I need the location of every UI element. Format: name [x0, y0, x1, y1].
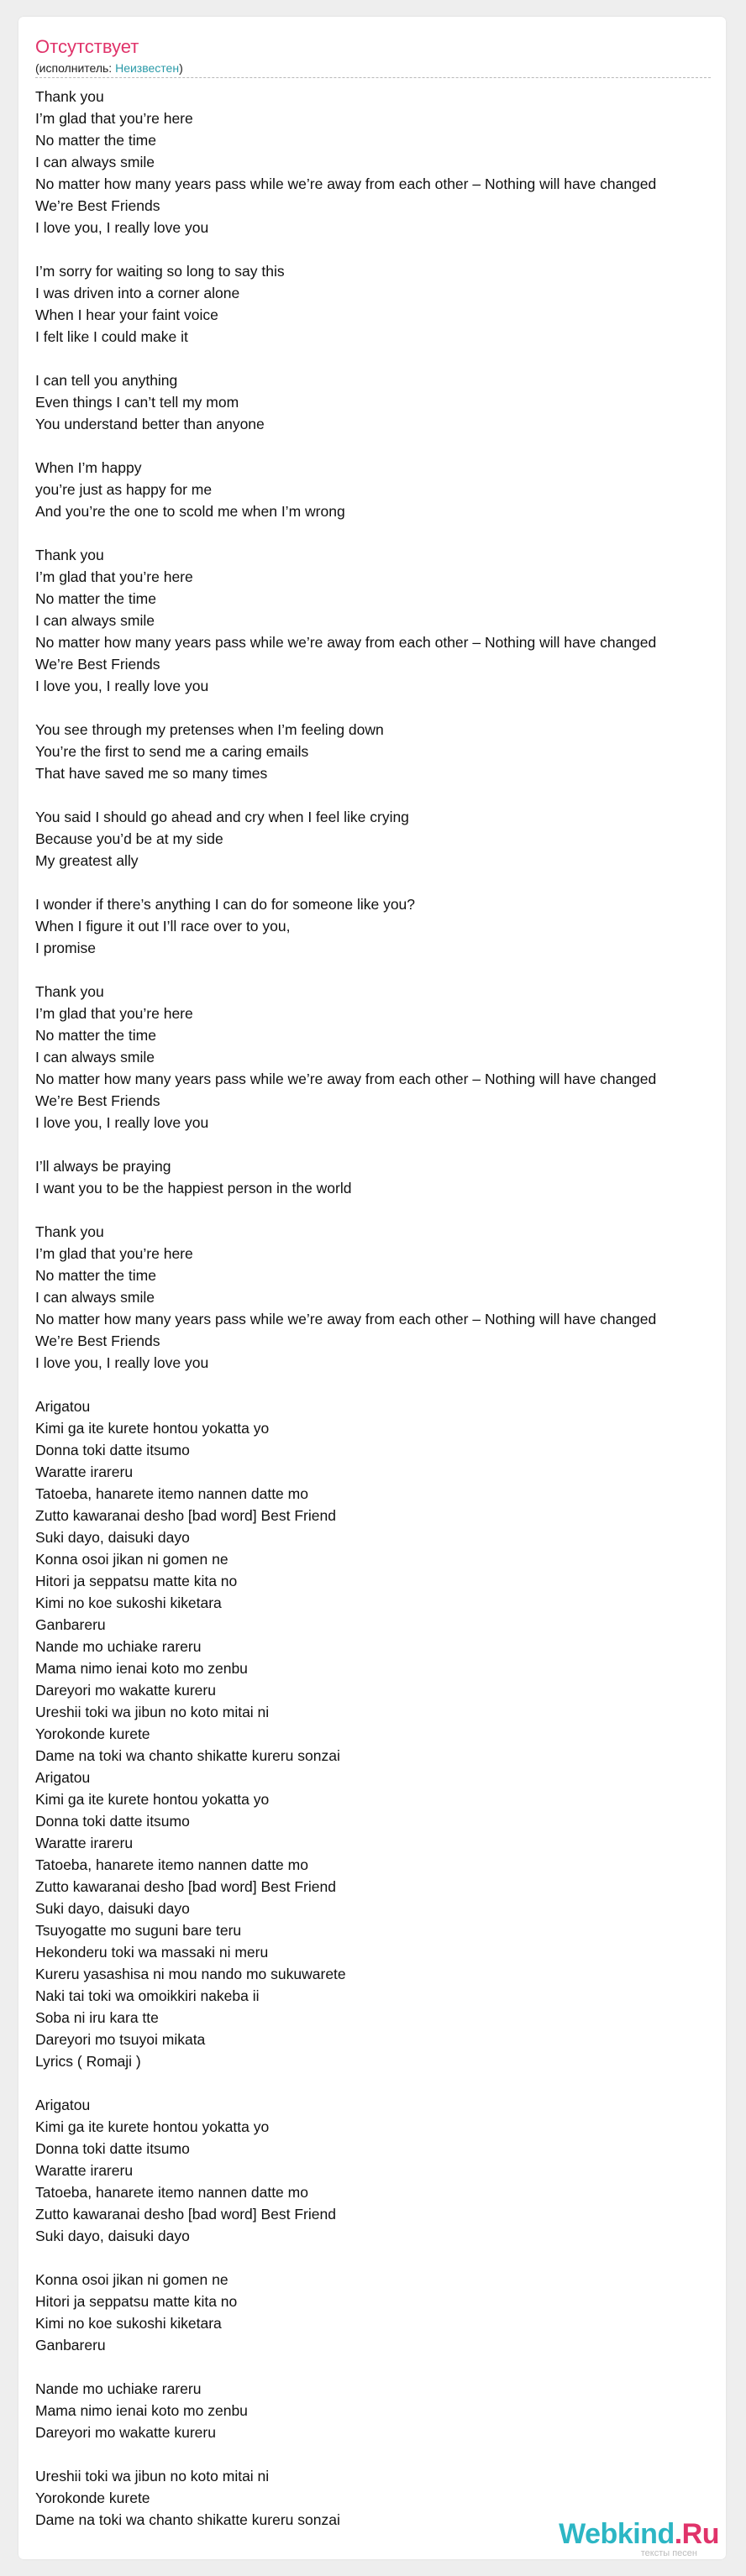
- lyric-line: No matter the time: [35, 1267, 156, 1284]
- lyric-line: We’re Best Friends: [35, 197, 160, 214]
- lyric-line: Donna toki datte itsumo: [35, 1813, 190, 1830]
- lyrics-text: [35, 86, 726, 2531]
- lyric-line: Dame na toki wa chanto shikatte kureru sonzai: [35, 2511, 340, 2528]
- lyric-line: Naki tai toki wa omoikkiri nakeba ii: [35, 1987, 260, 2004]
- lyric-line: I’m glad that you’re here: [35, 110, 193, 127]
- lyric-line: I’m sorry for waiting so long to say this: [35, 263, 285, 280]
- lyric-line: No matter how many years pass while we’re away from each other – Nothing will have changed: [35, 634, 657, 651]
- lyric-line: I love you, I really love you: [35, 678, 209, 694]
- lyric-line: No matter how many years pass while we’re away from each other – Nothing will have changed: [35, 1071, 657, 1087]
- logo-wordmark: [559, 2517, 719, 2551]
- lyric-line: Dame na toki wa chanto shikatte kureru sonzai: [35, 1747, 340, 1764]
- lyric-line: Yorokonde kurete: [35, 1725, 150, 1742]
- lyric-line: Suki dayo, daisuki dayo: [35, 1900, 190, 1917]
- artist-suffix: ): [179, 61, 183, 75]
- lyric-line: That have saved me so many times: [35, 765, 268, 782]
- lyric-line: Because you’d be at my side: [35, 830, 223, 847]
- artist-link[interactable]: Неизвестен: [115, 61, 180, 75]
- lyric-line: Konna osoi jikan ni gomen ne: [35, 2271, 229, 2288]
- logo-tld: .Ru: [674, 2518, 719, 2550]
- lyric-line: No matter the time: [35, 590, 156, 607]
- lyric-line: Hitori ja seppatsu matte kita no: [35, 2293, 238, 2310]
- lyric-line: Zutto kawaranai desho [bad word] Best Friend: [35, 2206, 336, 2223]
- stanza-break: [35, 784, 726, 806]
- lyric-line: Arigatou: [35, 1398, 91, 1415]
- lyric-line: Donna toki datte itsumo: [35, 1442, 190, 1458]
- lyric-line: Tatoeba, hanarete itemo nannen datte mo: [35, 1485, 308, 1502]
- lyric-line: Soba ni iru kara tte: [35, 2009, 159, 2026]
- lyric-line: Dareyori mo wakatte kureru: [35, 1682, 216, 1699]
- stanza-break: [35, 1374, 726, 1395]
- lyric-line: Kimi no koe sukoshi kiketara: [35, 2315, 222, 2332]
- lyric-line: I can always smile: [35, 612, 155, 629]
- lyric-line: We’re Best Friends: [35, 1092, 160, 1109]
- stanza-break: [35, 1134, 726, 1155]
- lyric-line: Thank you: [35, 1223, 104, 1240]
- lyric-line: Suki dayo, daisuki dayo: [35, 2228, 190, 2244]
- lyric-line: Waratte irareru: [35, 1835, 134, 1851]
- lyric-line: And you’re the one to scold me when I’m wrong: [35, 503, 345, 520]
- lyric-line: We’re Best Friends: [35, 1333, 160, 1349]
- lyric-line: You said I should go ahead and cry when I feel like crying: [35, 809, 409, 825]
- site-logo[interactable]: [551, 2517, 719, 2559]
- lyric-line: Dareyori mo wakatte kureru: [35, 2424, 216, 2441]
- lyric-line: Kimi ga ite kurete hontou yokatta yo: [35, 1420, 270, 1437]
- lyric-line: I’m glad that you’re here: [35, 568, 193, 585]
- lyric-line: When I hear your faint voice: [35, 306, 218, 323]
- lyric-line: Tsuyogatte mo suguni bare teru: [35, 1922, 242, 1939]
- lyric-line: Yorokonde kurete: [35, 2490, 150, 2506]
- lyric-line: I love you, I really love you: [35, 219, 209, 236]
- lyric-line: Zutto kawaranai desho [bad word] Best Friend: [35, 1878, 336, 1895]
- lyric-line: Lyrics ( Romaji ): [35, 2053, 141, 2070]
- lyric-line: Thank you: [35, 547, 104, 563]
- lyric-line: I felt like I could make it: [35, 328, 188, 345]
- lyric-line: No matter how many years pass while we’re away from each other – Nothing will have changed: [35, 175, 657, 192]
- lyric-line: You see through my pretenses when I’m feeling down: [35, 721, 384, 738]
- lyric-line: Kureru yasashisa ni mou nando mo sukuwarete: [35, 1966, 346, 1982]
- header-divider: [35, 77, 711, 78]
- lyric-line: I’ll always be praying: [35, 1158, 171, 1175]
- song-title: Отсутствует: [35, 36, 139, 57]
- stanza-break: [35, 2247, 726, 2269]
- lyric-line: Ganbareru: [35, 1616, 106, 1633]
- stanza-break: [35, 697, 726, 719]
- lyric-line: Kimi no koe sukoshi kiketara: [35, 1594, 222, 1611]
- logo-name: Webkind: [559, 2518, 675, 2550]
- lyric-line: No matter how many years pass while we’re away from each other – Nothing will have changed: [35, 1311, 657, 1327]
- lyric-line: We’re Best Friends: [35, 656, 160, 673]
- stanza-break: [35, 238, 726, 260]
- lyric-line: I was driven into a corner alone: [35, 285, 240, 301]
- logo-tagline: тексты песен: [640, 2548, 697, 2558]
- lyric-line: Dareyori mo tsuyoi mikata: [35, 2031, 206, 2048]
- lyric-line: Ganbareru: [35, 2337, 106, 2353]
- lyric-line: Kimi ga ite kurete hontou yokatta yo: [35, 2118, 270, 2135]
- lyric-line: Donna toki datte itsumo: [35, 2140, 190, 2157]
- lyric-line: Tatoeba, hanarete itemo nannen datte mo: [35, 2184, 308, 2201]
- lyric-line: When I figure it out I’ll race over to you,: [35, 918, 291, 935]
- lyric-line: I can always smile: [35, 1289, 155, 1306]
- artist-prefix: (исполнитель:: [35, 61, 116, 75]
- lyric-line: Tatoeba, hanarete itemo nannen datte mo: [35, 1856, 308, 1873]
- lyric-line: Nande mo uchiake rareru: [35, 1638, 202, 1655]
- lyric-line: I can always smile: [35, 1049, 155, 1065]
- lyric-line: Waratte irareru: [35, 1463, 134, 1480]
- lyric-line: You’re the first to send me a caring emails: [35, 743, 309, 760]
- stanza-break: [35, 522, 726, 544]
- lyric-line: I wonder if there’s anything I can do for someone like you?: [35, 896, 416, 913]
- lyric-line: you’re just as happy for me: [35, 481, 213, 498]
- lyric-line: Zutto kawaranai desho [bad word] Best Friend: [35, 1507, 336, 1524]
- lyric-line: Hekonderu toki wa massaki ni meru: [35, 1944, 269, 1961]
- stanza-break: [35, 1199, 726, 1221]
- lyric-line: I’m glad that you’re here: [35, 1245, 193, 1262]
- lyric-line: My greatest ally: [35, 852, 139, 869]
- lyric-line: Suki dayo, daisuki dayo: [35, 1529, 190, 1546]
- lyric-line: I can always smile: [35, 154, 155, 170]
- stanza-break: [35, 435, 726, 457]
- lyric-line: Ureshii toki wa jibun no koto mitai ni: [35, 2468, 270, 2484]
- lyric-line: No matter the time: [35, 1027, 156, 1044]
- lyric-line: I love you, I really love you: [35, 1354, 209, 1371]
- lyric-line: Nande mo uchiake rareru: [35, 2380, 202, 2397]
- lyric-line: I love you, I really love you: [35, 1114, 209, 1131]
- stanza-break: [35, 959, 726, 981]
- lyric-line: Konna osoi jikan ni gomen ne: [35, 1551, 229, 1568]
- stanza-break: [35, 2443, 726, 2465]
- lyric-line: Thank you: [35, 88, 104, 105]
- lyric-line: Mama nimo ienai koto mo zenbu: [35, 1660, 248, 1677]
- lyric-line: I promise: [35, 940, 96, 956]
- lyric-line: Hitori ja seppatsu matte kita no: [35, 1573, 238, 1589]
- lyric-line: You understand better than anyone: [35, 416, 265, 432]
- stanza-break: [35, 2072, 726, 2094]
- lyric-line: Even things I can’t tell my mom: [35, 394, 239, 411]
- stanza-break: [35, 348, 726, 369]
- lyric-line: Thank you: [35, 983, 104, 1000]
- lyric-line: Arigatou: [35, 2097, 91, 2113]
- lyric-line: Waratte irareru: [35, 2162, 134, 2179]
- artist-line: [35, 60, 183, 76]
- lyric-line: No matter the time: [35, 132, 156, 149]
- lyric-line: Mama nimo ienai koto mo zenbu: [35, 2402, 248, 2419]
- lyric-line: I’m glad that you’re here: [35, 1005, 193, 1022]
- lyric-line: Ureshii toki wa jibun no koto mitai ni: [35, 1704, 270, 1720]
- lyric-line: I can tell you anything: [35, 372, 178, 389]
- stanza-break: [35, 2356, 726, 2378]
- stanza-break: [35, 872, 726, 893]
- lyric-line: Kimi ga ite kurete hontou yokatta yo: [35, 1791, 270, 1808]
- lyric-line: Arigatou: [35, 1769, 91, 1786]
- lyrics-card: [18, 17, 726, 2559]
- lyric-line: When I’m happy: [35, 459, 142, 476]
- lyric-line: I want you to be the happiest person in the world: [35, 1180, 352, 1196]
